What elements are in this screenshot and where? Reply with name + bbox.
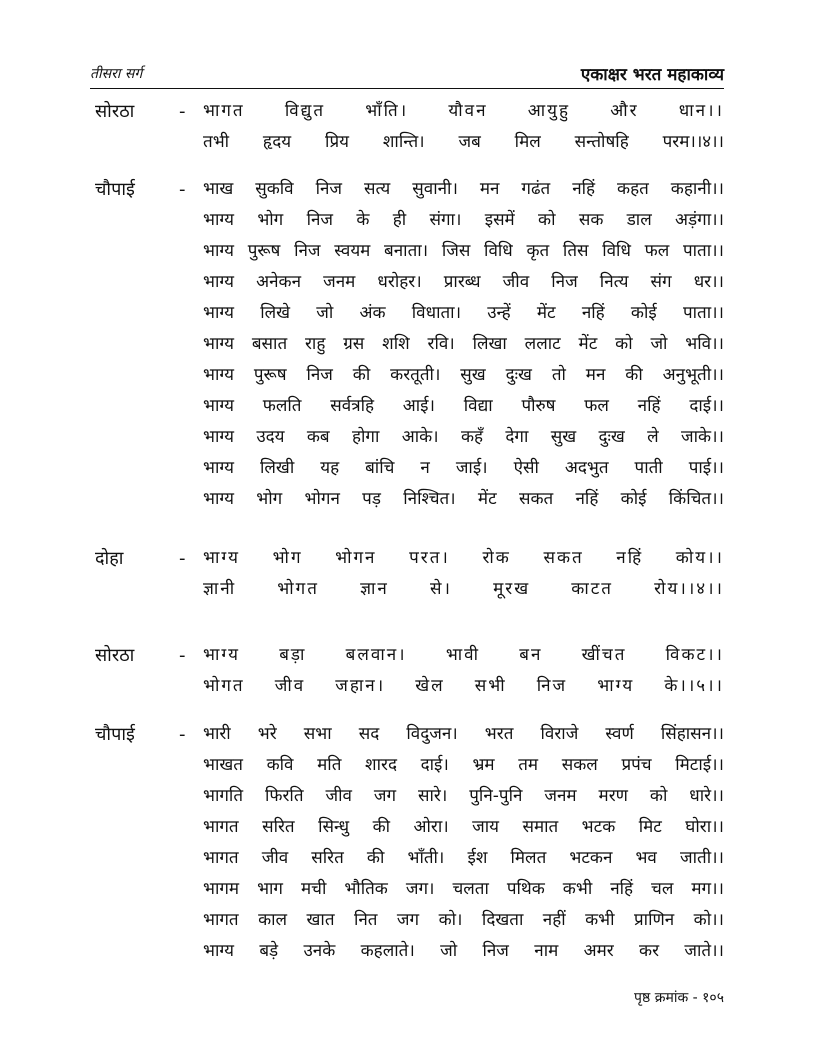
- verse-line: भागत काल खात नित जग को। दिखता नहीं कभी प्राणिन को।।: [203, 910, 724, 930]
- verse-lines: [203, 96, 724, 158]
- verse-line: भागम भाग मची भौतिक जग। चलता पथिक कभी नहिं चल मग।।: [203, 879, 724, 899]
- verse-line: तभी हृदय प्रिय शान्ति। जब मिल सन्तोषहि परम।।४।।: [203, 132, 724, 152]
- verse-dash: -: [179, 724, 186, 745]
- verse-lines: [203, 543, 724, 605]
- verse-line: भाग्य बसात राहु ग्रस शशि रवि। लिखा ललाट मेंट को जो भवि।।: [203, 334, 724, 354]
- verse-dash: -: [179, 179, 186, 200]
- verse-type-label: दोहा: [95, 548, 124, 569]
- verse-line: भाग्य लिखे जो अंक विधाता। उन्हें मेंट नहिं कोई पाता।।: [203, 303, 724, 323]
- verse-lines: [203, 640, 724, 702]
- verse-dash: -: [179, 645, 186, 666]
- verse-type-label: सोरठा: [95, 645, 135, 666]
- verse-line: ज्ञानी भोगत ज्ञान से। मूरख काटत रोय।।४।।: [203, 579, 724, 599]
- verse-line: भाग्य बड़े उनके कहलाते। जो निज नाम अमर कर जाते।।: [203, 941, 724, 961]
- verse-line: भागत विद्युत भाँति। यौवन आयुहु और धान।।: [203, 101, 724, 121]
- verse-line: भाग्य भोग भोगन परत। रोक सकत नहिं कोय।।: [203, 548, 724, 568]
- verse-line: भोगत जीव जहान। खेल सभी निज भाग्य के।।५।।: [203, 676, 724, 696]
- verse-line: भाग्य फलति सर्वत्रहि आई। विद्या पौरुष फल नहिं दाई।।: [203, 396, 724, 416]
- verse-lines: [203, 174, 724, 515]
- verse-line: भाग्य उदय कब होगा आके। कहँ देगा सुख दुःख ले जाके।।: [203, 427, 724, 447]
- verse-line: भाखत कवि मति शारद दाई। भ्रम तम सकल प्रपंच मिटाई।।: [203, 755, 724, 775]
- verse-line: भागति फिरति जीव जग सारे। पुनि-पुनि जनम मरण को धारे।।: [203, 786, 724, 806]
- verse-line: भागत जीव सरित की भाँती। ईश मिलत भटकन भव जाती।।: [203, 848, 724, 868]
- verse-type-label: चौपाई: [95, 724, 135, 745]
- verse-line: भाख सुकवि निज सत्य सुवानी। मन गढंत नहिं कहत कहानी।।: [203, 179, 724, 199]
- verse-line: भाग्य पुरूष निज स्वयम बनाता। जिस विधि कृत तिस विधि फल पाता।।: [203, 241, 724, 261]
- verse-line: भारी भरे सभा सद विदुजन। भरत विराजे स्वर्ण सिंहासन।।: [203, 724, 724, 744]
- header-divider: [90, 88, 724, 89]
- verse-dash: -: [179, 101, 186, 122]
- book-title: एकाक्षर भरत महाकाव्य: [580, 65, 724, 85]
- verse-lines: [203, 719, 724, 967]
- verse-line: भाग्य पुरूष निज की करतूती। सुख दुःख तो मन की अनुभूती।।: [203, 365, 724, 385]
- chapter-title: तीसरा सर्ग: [90, 66, 143, 82]
- verse-line: भाग्य बड़ा बलवान। भावी बन खींचत विकट।।: [203, 645, 724, 665]
- verse-dash: -: [179, 548, 186, 569]
- verse-line: भागत सरित सिन्धु की ओरा। जाय समात भटक मिट घोरा।।: [203, 817, 724, 837]
- page-number: पृष्ठ क्रमांक - १०५: [634, 990, 724, 1006]
- verse-line: भाग्य भोग भोगन पड़ निश्चित। मेंट सकत नहिं कोई किंचित।।: [203, 489, 724, 509]
- verse-line: भाग्य भोग निज के ही संगा। इसमें को सक डाल अड़ंगा।।: [203, 210, 724, 230]
- verse-line: भाग्य अनेकन जनम धरोहर। प्रारब्ध जीव निज नित्य संग धर।।: [203, 272, 724, 292]
- verse-line: भाग्य लिखी यह बांचि न जाई। ऐसी अदभुत पाती पाई।।: [203, 458, 724, 478]
- verse-type-label: चौपाई: [95, 179, 135, 200]
- verse-type-label: सोरठा: [95, 101, 135, 122]
